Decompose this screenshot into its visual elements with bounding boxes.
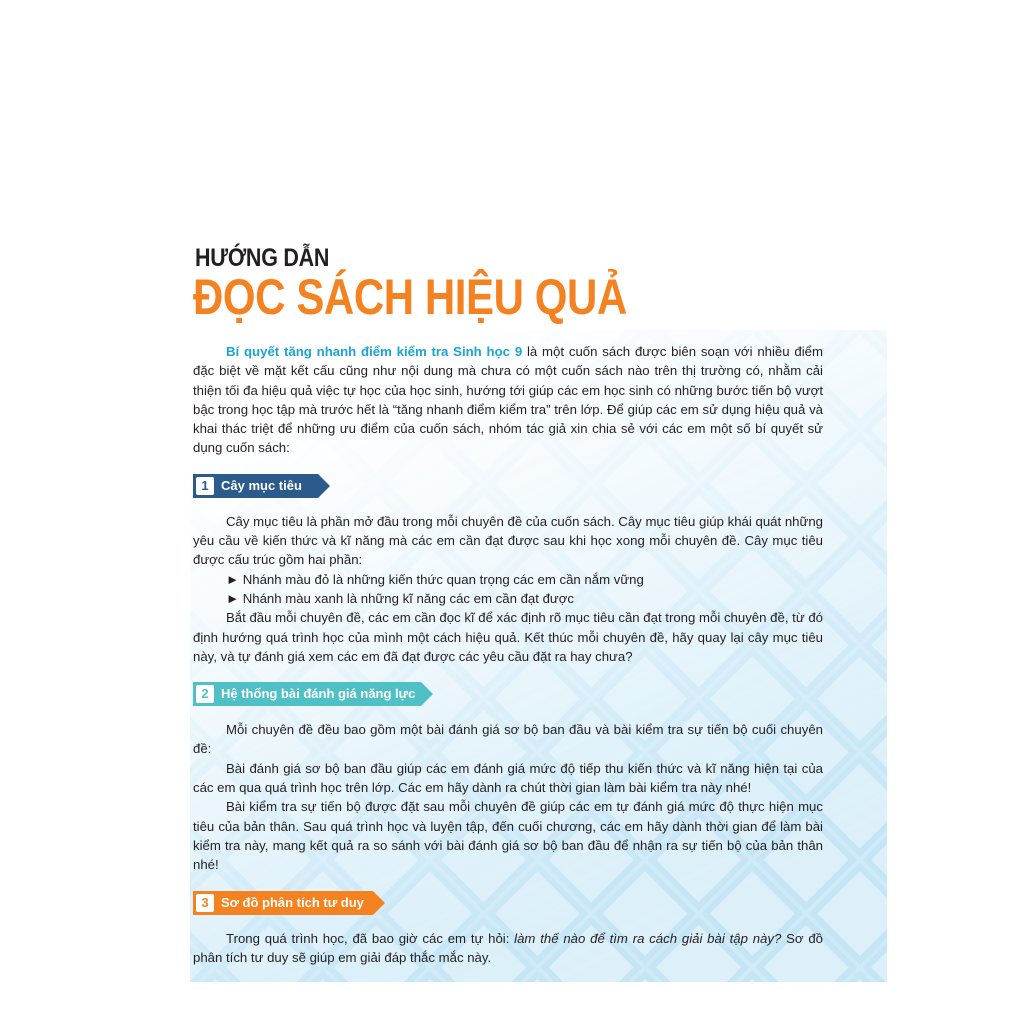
section-1-bullet-2: ► Nhánh màu xanh là những kĩ năng các em cần đạt được: [226, 590, 574, 606]
section-3-para-end: Sơ đồ phân tích tư duy sẽ giúp em giải đáp thắc mắc này.: [193, 930, 823, 965]
intro-lead: Bí quyết tăng nhanh điểm kiểm tra Sinh học 9: [226, 344, 523, 359]
section-3-para-1: [193, 929, 823, 968]
section-1-para-1: Cây mục tiêu là phần mở đầu trong mỗi chuyên đề của cuốn sách. Cây mục tiêu giúp khái quát những yêu cầu về kiến thức và kĩ năng mà các em cần đạt được sau khi học xong mỗi chuyên đề. Cây mục tiêu được cấu trúc gồm hai phần:: [193, 513, 823, 568]
intro-paragraph: [193, 342, 823, 458]
section-2-para-1: Mỗi chuyên đề đều bao gồm một bài đánh giá sơ bộ ban đầu và bài kiểm tra sự tiến bộ cuối chuyên đề:: [193, 722, 823, 757]
intro-text: là một cuốn sách được biên soạn với nhiều điểm đặc biệt về mặt kết cấu cũng như nội dung mà chưa có một cuốn sách nào trên thị trường có, nhằm cải thiện tối đa hiệu quả việc tự học của học sinh, hướng tới giúp các em học sinh có những bước tiến bộ vượt bậc trong học tập mà trước hết là “tăng nhanh điểm kiểm tra” trên lớp. Để giúp các em sử dụng hiệu quả và khai thác triệt để những ưu điểm của cuốn sách, nhóm tác giả xin chia sẻ với các em một số bí quyết sử dụng cuốn sách:: [193, 344, 823, 456]
section-3-para-italic: làm thế nào để tìm ra cách giải bài tập này?: [514, 930, 782, 946]
section-1-para-2: Bắt đầu mỗi chuyên đề, các em cần đọc kĩ để xác định rõ mục tiêu cần đạt trong mỗi chuyên đề, từ đó định hướng quá trình học của mình một cách hiệu quả. Kết thúc mỗi chuyên đề, hãy quay lại cây mục tiêu này, và tự đánh giá xem các em đã đạt được các yêu cầu đặt ra hay chưa?: [193, 610, 823, 664]
section-1-number: 1: [196, 477, 214, 495]
title-big: ĐỌC SÁCH HIỆU QUẢ: [193, 269, 627, 325]
section-1-header: [193, 474, 823, 498]
section-2-para-3: Bài kiểm tra sự tiến bộ được đặt sau mỗi chuyên đề giúp các em tự đánh giá mức độ thực hiện mục tiêu của bản thân. Sau quá trình học và luyện tập, đến cuối chương, các em hãy dành thời gian để làm bài kiểm tra này, mang kết quả ra so sánh với bài đánh giá sơ bộ ban đầu để nhận ra sự tiến bộ của bản thân nhé!: [193, 799, 823, 873]
section-1-title: Cây mục tiêu: [221, 477, 302, 493]
section-2-number: 2: [196, 685, 214, 703]
page-content: [193, 244, 823, 967]
section-3-para-start: Trong quá trình học, đã bao giờ các em tự hỏi:: [226, 930, 515, 946]
section-2-title: Hệ thống bài đánh giá năng lực: [221, 686, 416, 702]
section-2-para-2: Bài đánh giá sơ bộ ban đầu giúp các em đánh giá mức độ tiếp thu kiến thức và kĩ năng hiện tại của các em qua quá trình học trên lớp. Các em hãy dành ra chút thời gian làm bài kiểm tra này nhé!: [193, 760, 823, 796]
section-3-number: 3: [196, 894, 214, 912]
section-1-bullet-1: ► Nhánh màu đỏ là những kiến thức quan trọng các em cần nắm vững: [226, 571, 644, 587]
section-3-title: Sơ đồ phân tích tư duy: [221, 894, 364, 910]
section-3-header: [193, 891, 823, 915]
title-small: HƯỚNG DẪN: [195, 244, 330, 272]
section-2-header: [193, 682, 823, 706]
